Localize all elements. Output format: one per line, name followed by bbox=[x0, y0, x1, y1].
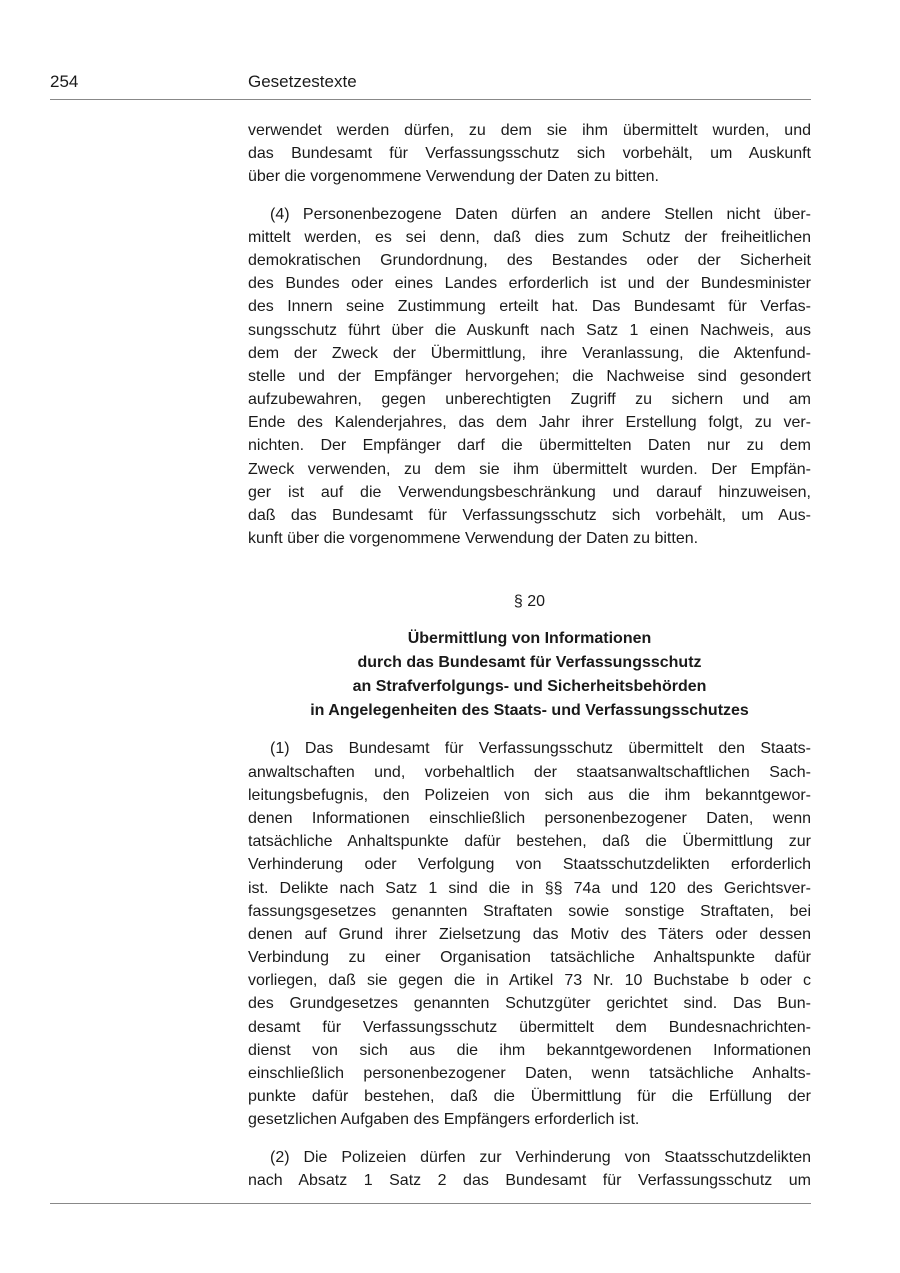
text-line: des Innern seine Zustimmung erteilt hat. Das Bundesamt für Verfas- bbox=[248, 298, 811, 316]
text-line: vorliegen, daß sie gegen die in Artikel 73 Nr. 10 Buchstabe b oder c bbox=[248, 972, 811, 990]
text-line: denen auf Grund ihrer Zielsetzung das Motiv des Täters oder dessen bbox=[248, 925, 811, 943]
text-line: Zweck verwenden, zu dem sie ihm übermittelt wurden. Der Empfän- bbox=[248, 460, 811, 478]
text-line: (1) Das Bundesamt für Verfassungsschutz übermittelt den Staats- bbox=[270, 740, 811, 758]
text-line: verwendet werden dürfen, zu dem sie ihm übermittelt wurden, und bbox=[248, 122, 811, 139]
running-header-title: Gesetzestexte bbox=[248, 72, 357, 91]
text-line: gesetzlichen Aufgaben des Empfängers erforderlich ist. bbox=[248, 1111, 640, 1129]
text-line: einschließlich personenbezogener Daten, wenn tatsächliche Anhalts- bbox=[248, 1065, 811, 1082]
text-line: desamt für Verfassungsschutz übermittelt dem Bundesnachrichten- bbox=[248, 1018, 811, 1036]
text-line: ist. Delikte nach Satz 1 sind die in §§ 74a und 120 des Gerichtsver- bbox=[248, 879, 811, 897]
text-line: ger ist auf die Verwendungsbeschränkung und darauf hinzuweisen, bbox=[248, 483, 811, 501]
text-line: punkte dafür bestehen, daß die Übermittlung für die Erfüllung der bbox=[248, 1088, 811, 1106]
text-line: anwaltschaften und, vorbehaltlich der staatsanwaltschaftlichen Sach- bbox=[248, 763, 811, 781]
footer-rule bbox=[50, 1203, 811, 1204]
text-line: des Grundgesetzes genannten Schutzgüter gerichtet sind. Das Bun- bbox=[248, 995, 811, 1013]
text-line: dem der Zweck der Übermittlung, ihre Veranlassung, die Aktenfund- bbox=[248, 344, 811, 362]
page-body bbox=[248, 119, 811, 1206]
text-line: kunft über die vorgenommene Verwendung der Daten zu bitten. bbox=[248, 530, 699, 548]
header-rule bbox=[50, 99, 811, 100]
paragraph bbox=[248, 119, 811, 189]
section-heading-line: an Strafverfolgungs- und Sicherheitsbehörden bbox=[352, 678, 707, 696]
text-line: sungsschutz führt über die Auskunft nach Satz 1 einen Nachweis, aus bbox=[248, 321, 811, 339]
text-line: mittelt werden, es sei denn, daß dies zum Schutz der freiheitlichen bbox=[248, 228, 811, 246]
section-heading-line: in Angelegenheiten des Staats- und Verfassungsschutzes bbox=[310, 702, 749, 720]
section-number: § 20 bbox=[513, 593, 546, 611]
text-line: nach Absatz 1 Satz 2 das Bundesamt für Verfassungsschutz um bbox=[248, 1171, 811, 1189]
paragraphs-before-section bbox=[248, 119, 811, 550]
section-heading-line: Übermittlung von Informationen bbox=[407, 630, 652, 648]
text-line: das Bundesamt für Verfassungsschutz sich vorbehält, um Auskunft bbox=[248, 145, 811, 163]
section-heading bbox=[248, 627, 811, 723]
text-line: Ende des Kalenderjahres, das dem Jahr ihrer Erstellung folgt, zu ver- bbox=[248, 414, 811, 432]
text-line: des Bundes oder eines Landes erforderlich ist und der Bundesminister bbox=[248, 275, 811, 293]
paragraphs-after-section bbox=[248, 737, 811, 1192]
text-line: (4) Personenbezogene Daten dürfen an andere Stellen nicht über- bbox=[270, 205, 811, 223]
text-line: Verbindung zu einer Organisation tatsächliche Anhaltspunkte dafür bbox=[248, 949, 811, 967]
text-line: Verhinderung oder Verfolgung von Staatsschutzdelikten erforderlich bbox=[248, 856, 811, 874]
text-line: fassungsgesetzes genannten Straftaten sowie sonstige Straftaten, bei bbox=[248, 902, 811, 920]
page-number: 254 bbox=[50, 72, 79, 91]
text-line: aufzubewahren, gegen unberechtigten Zugriff zu sichern und am bbox=[248, 391, 811, 409]
text-line: demokratischen Grundordnung, des Bestandes oder der Sicherheit bbox=[248, 251, 811, 269]
paragraph bbox=[248, 737, 811, 1131]
text-line: über die vorgenommene Verwendung der Daten zu bitten. bbox=[248, 168, 659, 186]
section-heading-line: durch das Bundesamt für Verfassungsschutz bbox=[357, 654, 702, 672]
paragraph bbox=[248, 203, 811, 551]
text-line: nichten. Der Empfänger darf die übermittelten Daten nur zu dem bbox=[248, 437, 811, 455]
text-line: dienst von sich aus die ihm bekanntgewordenen Informationen bbox=[248, 1041, 811, 1059]
text-line: tatsächliche Anhaltspunkte dafür bestehen, daß die Übermittlung zur bbox=[248, 833, 811, 851]
paragraph bbox=[248, 1146, 811, 1192]
text-line: (2) Die Polizeien dürfen zur Verhinderung von Staatsschutzdelikten bbox=[270, 1148, 811, 1166]
text-line: stelle und der Empfänger hervorgehen; die Nachweise sind gesondert bbox=[248, 367, 811, 385]
text-line: denen Informationen einschließlich personenbezogener Daten, wenn bbox=[248, 809, 811, 827]
text-line: daß das Bundesamt für Verfassungsschutz sich vorbehält, um Aus- bbox=[248, 507, 811, 524]
text-line: leitungsbefugnis, den Polizeien von sich aus die ihm bekanntgewor- bbox=[248, 786, 811, 804]
